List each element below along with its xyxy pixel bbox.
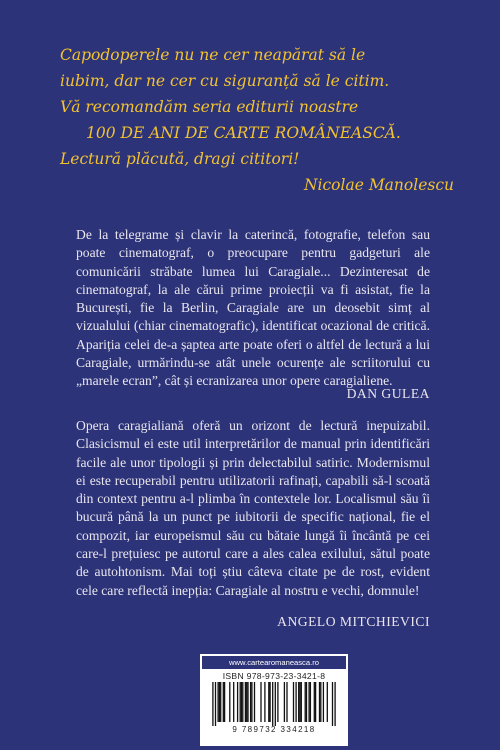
handwritten-line: iubim, dar ne cer cu siguranță să le citim. — [60, 72, 390, 90]
barcode-bar — [319, 682, 320, 722]
barcode-bar — [315, 682, 316, 722]
blurb-text-1: De la telegrame și clavir la caterincă, fotografie, telefon sau poate cinematograf, o preocupare pentru gadgeturi ale comunicării străbate lumea lui Caragiale... Dezinteresat de cinematograf, la ale cărui prime proiecții va fi asistat, fie la București, fie la Berlin, Caragiale are un deosebit simț al vizualului (chiar cinematografic), identificat ocazional de critică. Apariția celei de-a șaptea arte poate oferi o altfel de lectură a lui Caragiale, urmărindu-se atât unele ocurențe ale scriitorului cu „marele ecran”, cât și ecranizarea unor opere caragialiene. — [76, 227, 430, 389]
blurb-author-1: DAN GULEA — [346, 386, 430, 401]
barcode-bar — [224, 682, 225, 722]
barcode-bar — [320, 682, 321, 722]
barcode-bar — [240, 682, 241, 722]
barcode-bar — [310, 682, 311, 722]
barcode-bar — [293, 682, 294, 722]
barcode-bar — [268, 682, 269, 722]
barcode-bar — [264, 682, 265, 722]
isbn-label: ISBN 978-973-23-3421-8 — [222, 671, 326, 681]
barcode-bar — [242, 682, 243, 722]
barcode-bar — [286, 682, 287, 722]
barcode-bar — [219, 682, 220, 722]
barcode-bar — [314, 682, 315, 722]
barcode-bar — [275, 682, 276, 726]
barcode-bar — [260, 682, 261, 722]
barcode-bar — [212, 682, 213, 726]
barcode-bars-icon — [209, 682, 339, 726]
barcode-bar — [215, 682, 216, 726]
barcode-bar — [246, 682, 247, 722]
handwritten-note — [60, 42, 460, 198]
barcode-bar — [241, 682, 242, 722]
handwritten-line: 100 DE ANI DE CARTE ROMÂNEASCĂ. — [86, 124, 401, 142]
barcode-bar — [250, 682, 251, 722]
barcode-bar — [269, 682, 270, 722]
publisher-url: www.cartearomaneasca.ro — [202, 656, 346, 669]
barcode-bar — [306, 682, 307, 722]
barcode-bar — [284, 682, 285, 722]
barcode-bar — [301, 682, 302, 722]
barcode-bar — [272, 682, 273, 726]
handwritten-signature: Nicolae Manolescu — [303, 176, 454, 194]
handwritten-line: Capodoperele nu ne cer neapărat să le — [60, 46, 366, 64]
barcode-bar — [217, 682, 218, 722]
barcode-digits: 9 789732 334218 — [232, 725, 316, 734]
barcode-bar — [220, 682, 221, 722]
barcode-bar — [277, 682, 278, 722]
blurb-author-2: ANGELO MITCHIEVICI — [277, 614, 430, 629]
barcode-bar — [237, 682, 238, 722]
barcode-bar — [233, 682, 234, 722]
blurb-text-2: Opera caragialiană oferă un orizont de lectură inepuizabil. Clasicismul ei este util interpretărilor de manual prin identificări facile ale unor tipologii și prin delectabilul satiric. Modernismul ei este recuperabil pentru utilizatorii rafinați, capabili să-l scoată din context pentru a-l plimba în contextele lor. Localismul său îi bucură până la un punct pe iubitorii de specific național, fie el compozit, iar europeismul său cu bătaie lungă îi încântă pe cei care-l prețuiesc pe autorul care a ales calea exilului, sătul poate de autohtonism. Mai toți știu câteva citate pe de rost, evident cele care reflectă inepția: Caragiale al nostru e vechi, domnule! — [76, 418, 430, 598]
barcode-bar — [332, 682, 333, 726]
barcode-bar — [229, 682, 230, 722]
barcode-bar — [299, 682, 300, 722]
barcode-box — [200, 654, 348, 746]
barcode-bar — [254, 682, 255, 722]
barcode-bar — [295, 682, 296, 722]
barcode-bar — [245, 682, 246, 722]
handwritten-line: Lectură plăcută, dragi cititori! — [60, 150, 300, 168]
barcode-bar — [247, 682, 248, 722]
barcode-bar — [323, 682, 324, 722]
barcode-bar — [308, 682, 309, 722]
barcode-bar — [251, 682, 252, 722]
barcode-bar — [305, 682, 306, 722]
barcode-bar — [327, 682, 328, 722]
barcode-bar — [298, 682, 299, 722]
barcode-bar — [334, 682, 335, 726]
handwritten-line: Vă recomandăm seria editurii noastre — [60, 98, 359, 116]
barcode-bar — [223, 682, 224, 722]
